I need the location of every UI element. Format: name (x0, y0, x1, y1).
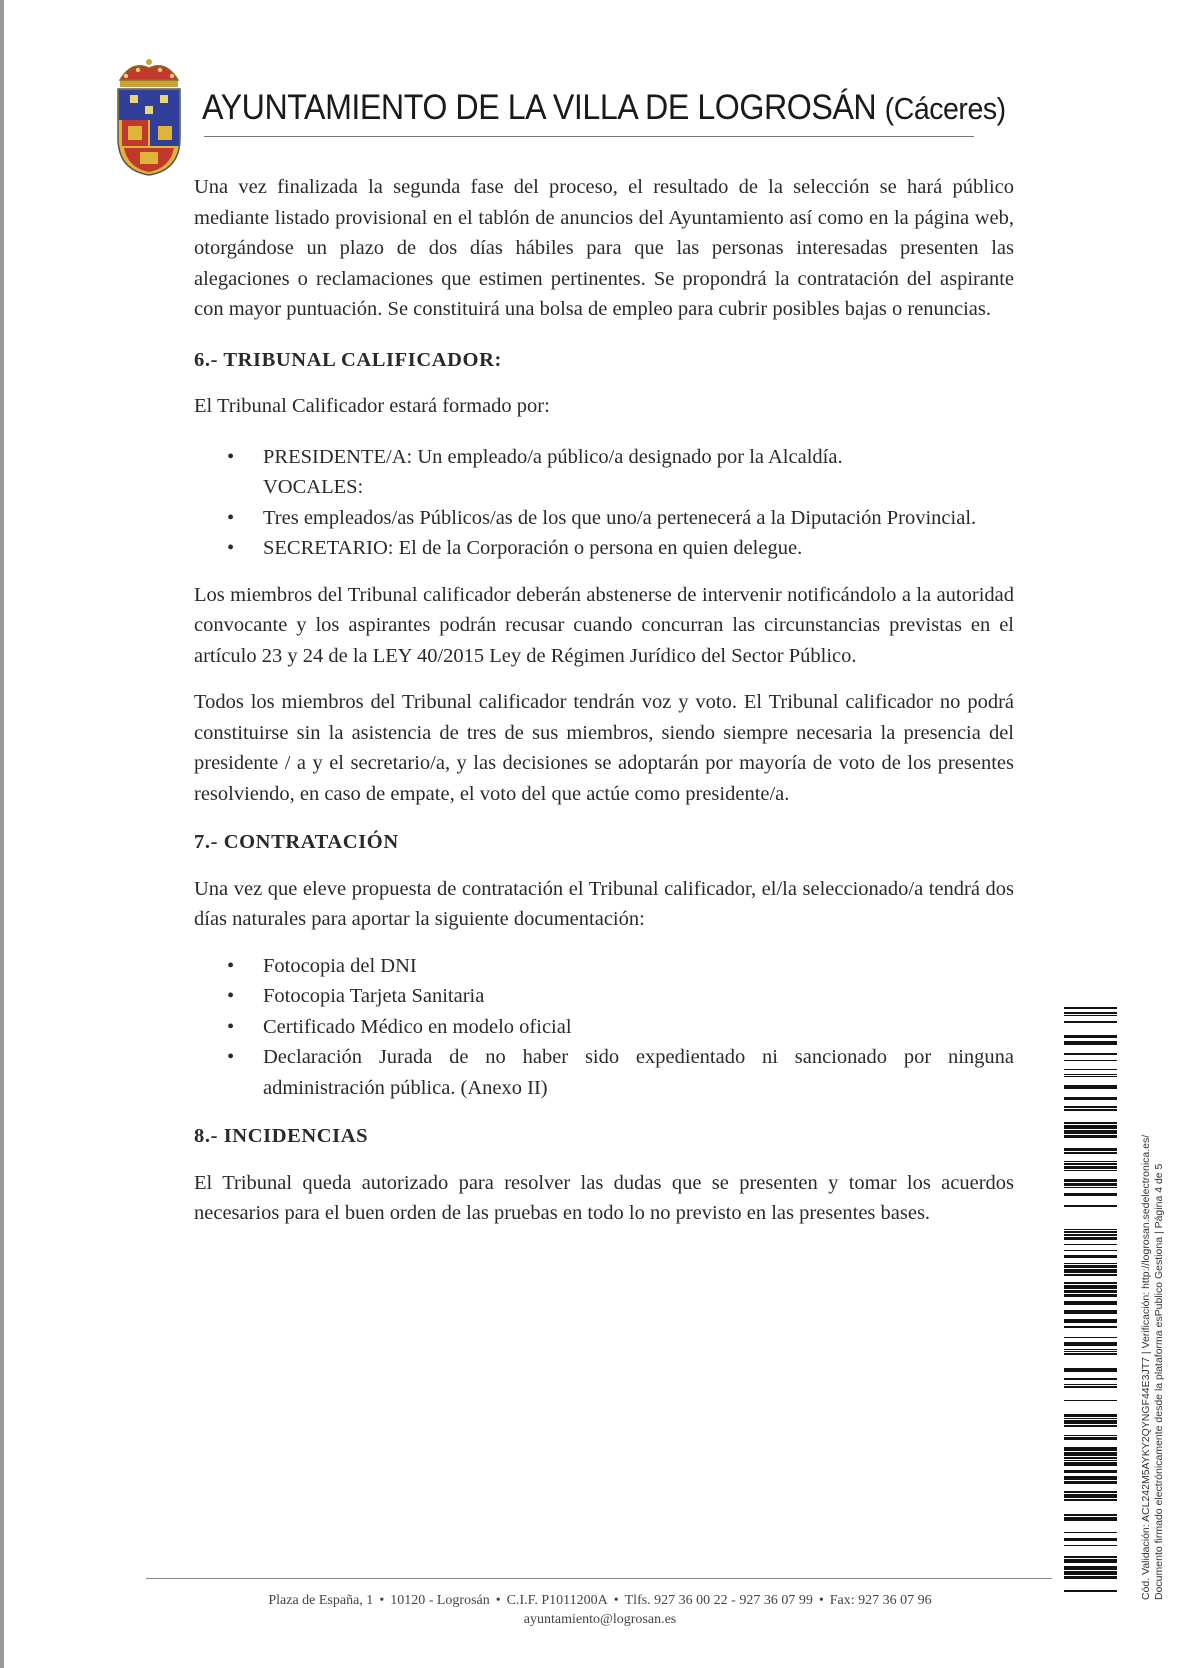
footer-address: Plaza de España, 1 (268, 1593, 374, 1608)
intro-paragraph: Una vez finalizada la segunda fase del proceso, el resultado de la selección se hará público mediante listado provisional en el tablón de anuncios del Ayuntamiento así como en la página web, otorgándose un plazo de dos días hábiles para que las personas interesadas presenten las alegaciones o reclamaciones que estimen pertinentes. Se propondrá la contratación del aspirante con mayor puntuación. Se constituirá una bolsa de empleo para cubrir posibles bajas o renuncias. (194, 176, 1014, 320)
validation-line-1: Cód. Validación: ACL242M5AYKY2QYNGF44E3JT7 | Verificación: http://logrosan.sedelectronica.es/ (1140, 1134, 1152, 1600)
section-8-heading: 8.- INCIDENCIAS (194, 1125, 369, 1147)
list-item-text: Certificado Médico en modelo oficial (263, 1015, 572, 1038)
list-item (194, 503, 1014, 534)
list-item-text: Fotocopia del DNI (263, 954, 417, 977)
section-8-paragraph: El Tribunal queda autorizado para resolver las dudas que se presenten y tomar los acuerdos necesarios para el buen orden de las pruebas en todo lo no previsto en las presentes bases. (194, 1171, 1014, 1224)
footer-separator: • (379, 1593, 385, 1608)
bullet-icon: • (227, 537, 235, 559)
section-7-intro: Una vez que eleve propuesta de contratación el Tribunal calificador, el/la seleccionado/a tendrá dos días naturales para aportar la siguiente documentación: (194, 877, 1014, 930)
footer-cif: C.I.F. P1011200A (506, 1593, 608, 1608)
title-region: (Cáceres) (884, 91, 1006, 126)
list-item (194, 1042, 1014, 1103)
footer-phones: Tlfs. 927 36 00 22 - 927 36 07 99 (624, 1593, 813, 1608)
section-6-intro: El Tribunal Calificador estará formado por: (194, 395, 550, 417)
document-body (194, 172, 1014, 1229)
section-6-paragraph-2: Todos los miembros del Tribunal calificador tendrán voz y voto. El Tribunal calificador no podrá constituirse sin la asistencia de tres de sus miembros, siendo siempre necesaria la presencia del presidente / a y el secretario/a, y las decisiones se adoptarán por mayoría de voto de los presentes resolviendo, en caso de empate, el voto del que actúe como presidente/a. (194, 691, 1014, 805)
list-item (194, 442, 1014, 503)
title-text: AYUNTAMIENTO DE LA VILLA DE LOGROSÁN (202, 88, 877, 127)
footer-fax: Fax: 927 36 07 96 (829, 1593, 932, 1608)
organization-title (202, 88, 1006, 128)
list-item (194, 533, 1014, 564)
bullet-icon: • (227, 1046, 235, 1068)
list-item-text: Fotocopia Tarjeta Sanitaria (263, 985, 485, 1007)
list-item (194, 981, 1014, 1012)
letterhead (112, 58, 1006, 178)
footer-divider (146, 1578, 1052, 1579)
list-item (194, 1012, 1014, 1043)
tribunal-list (194, 442, 1014, 564)
footer-contact-line (150, 1591, 1050, 1610)
list-item-text: SECRETARIO: El de la Corporación o persona en quien delegue. (263, 537, 803, 559)
section-6-paragraph-1: Los miembros del Tribunal calificador deberán abstenerse de intervenir notificándolo a la autoridad convocante y los aspirantes podrán recusar cuando concurran las circunstancias previstas en el artículo 23 y 24 de la LEY 40/2015 Ley de Régimen Jurídico del Sector Público. (194, 583, 1014, 667)
header-divider (204, 136, 974, 137)
footer (150, 1591, 1050, 1629)
section-7-heading: 7.- CONTRATACIÓN (194, 831, 399, 853)
validation-line-2: Documento firmado electrónicamente desde la plataforma esPublico Gestiona | Página 4 de 5 (1153, 1163, 1165, 1600)
validation-text (1140, 1080, 1166, 1600)
barcode-icon (1064, 1007, 1117, 1593)
bullet-icon: • (227, 445, 235, 468)
list-item-text: Tres empleados/as Públicos/as de los que uno/a pertenecerá a la Diputación Provincial. (263, 506, 977, 529)
section-6-heading: 6.- TRIBUNAL CALIFICADOR: (194, 348, 502, 371)
list-item-text: PRESIDENTE/A: Un empleado/a público/a designado por la Alcaldía. (263, 445, 843, 468)
bullet-icon: • (227, 506, 235, 529)
vocales-label: VOCALES: (263, 476, 364, 498)
footer-separator: • (495, 1593, 501, 1608)
scan-edge (0, 0, 4, 1668)
footer-email: ayuntamiento@logrosan.es (523, 1612, 677, 1627)
footer-separator: • (613, 1593, 619, 1608)
bullet-icon: • (227, 1015, 235, 1038)
coat-of-arms-icon (112, 58, 186, 178)
list-item (194, 951, 1014, 982)
documentation-list (194, 951, 1014, 1104)
bullet-icon: • (227, 985, 235, 1007)
bullet-icon: • (227, 954, 235, 977)
footer-separator: • (818, 1593, 824, 1608)
list-item-text: Declaración Jurada de no haber sido expedientado ni sancionado por ninguna administración pública. (Anexo II) (263, 1046, 1014, 1099)
footer-postal: 10120 - Logrosán (390, 1593, 490, 1608)
